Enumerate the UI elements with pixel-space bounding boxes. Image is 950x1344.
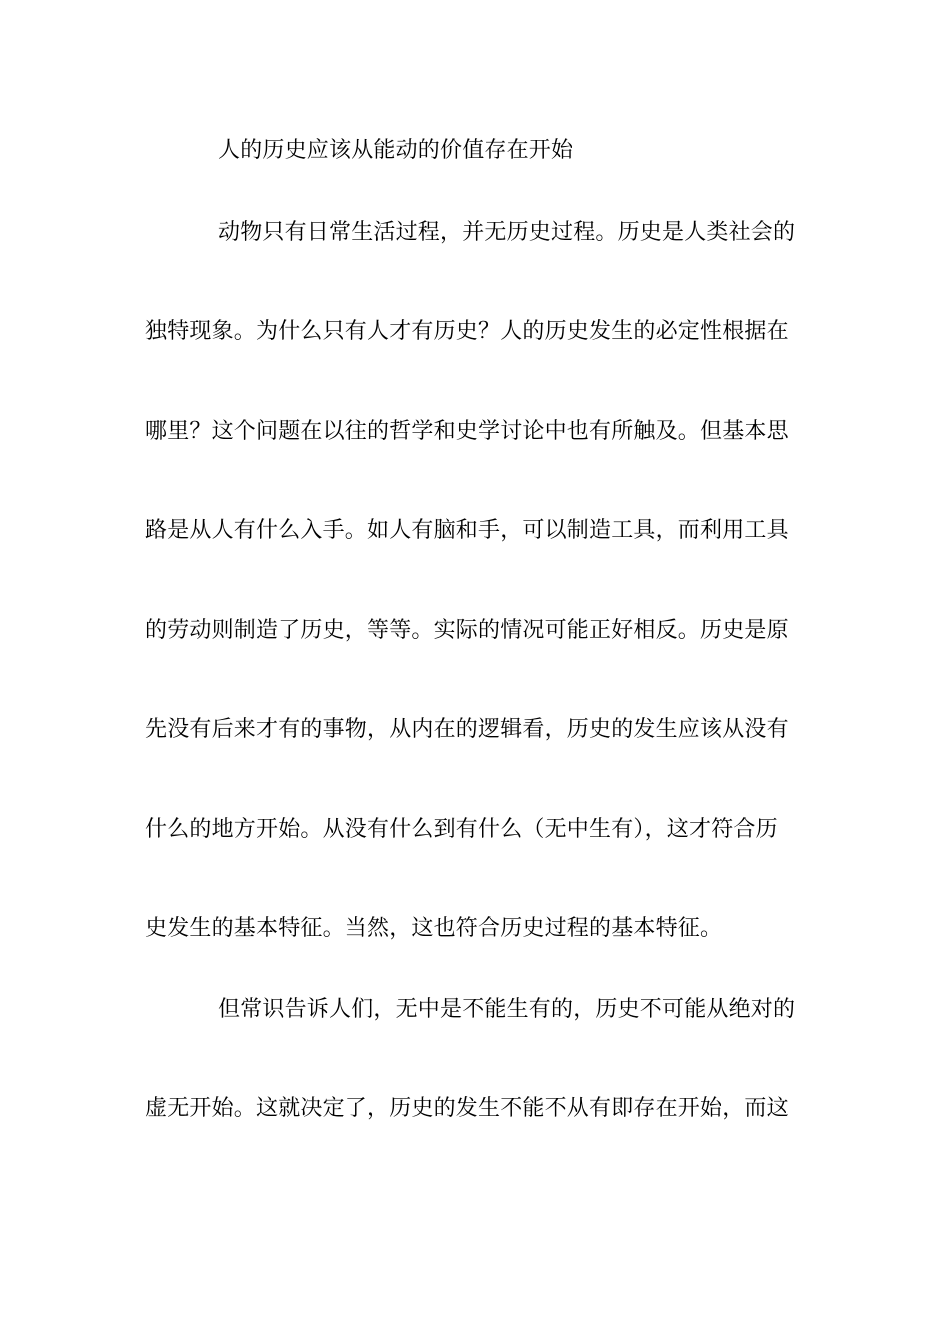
- paragraph-line: 哪里？这个问题在以往的哲学和史学讨论中也有所触及。但基本思: [145, 419, 789, 444]
- document-title: 人的历史应该从能动的价值存在开始: [218, 138, 574, 163]
- paragraph-line: 动物只有日常生活过程，并无历史过程。历史是人类社会的: [218, 220, 796, 245]
- paragraph-line: 的劳动则制造了历史，等等。实际的情况可能正好相反。历史是原: [145, 618, 789, 643]
- paragraph-line: 但常识告诉人们，无中是不能生有的，历史不可能从绝对的: [218, 997, 796, 1022]
- paragraph-line: 史发生的基本特征。当然，这也符合历史过程的基本特征。: [145, 916, 723, 941]
- paragraph-line: 路是从人有什么入手。如人有脑和手，可以制造工具，而利用工具: [145, 518, 789, 543]
- paragraph-line: 什么的地方开始。从没有什么到有什么（无中生有），这才符合历: [145, 817, 778, 842]
- paragraph-line: 虚无开始。这就决定了，历史的发生不能不从有即存在开始，而这: [145, 1096, 789, 1121]
- paragraph-line: 独特现象。为什么只有人才有历史？人的历史发生的必定性根据在: [145, 319, 789, 344]
- paragraph-line: 先没有后来才有的事物，从内在的逻辑看，历史的发生应该从没有: [145, 717, 789, 742]
